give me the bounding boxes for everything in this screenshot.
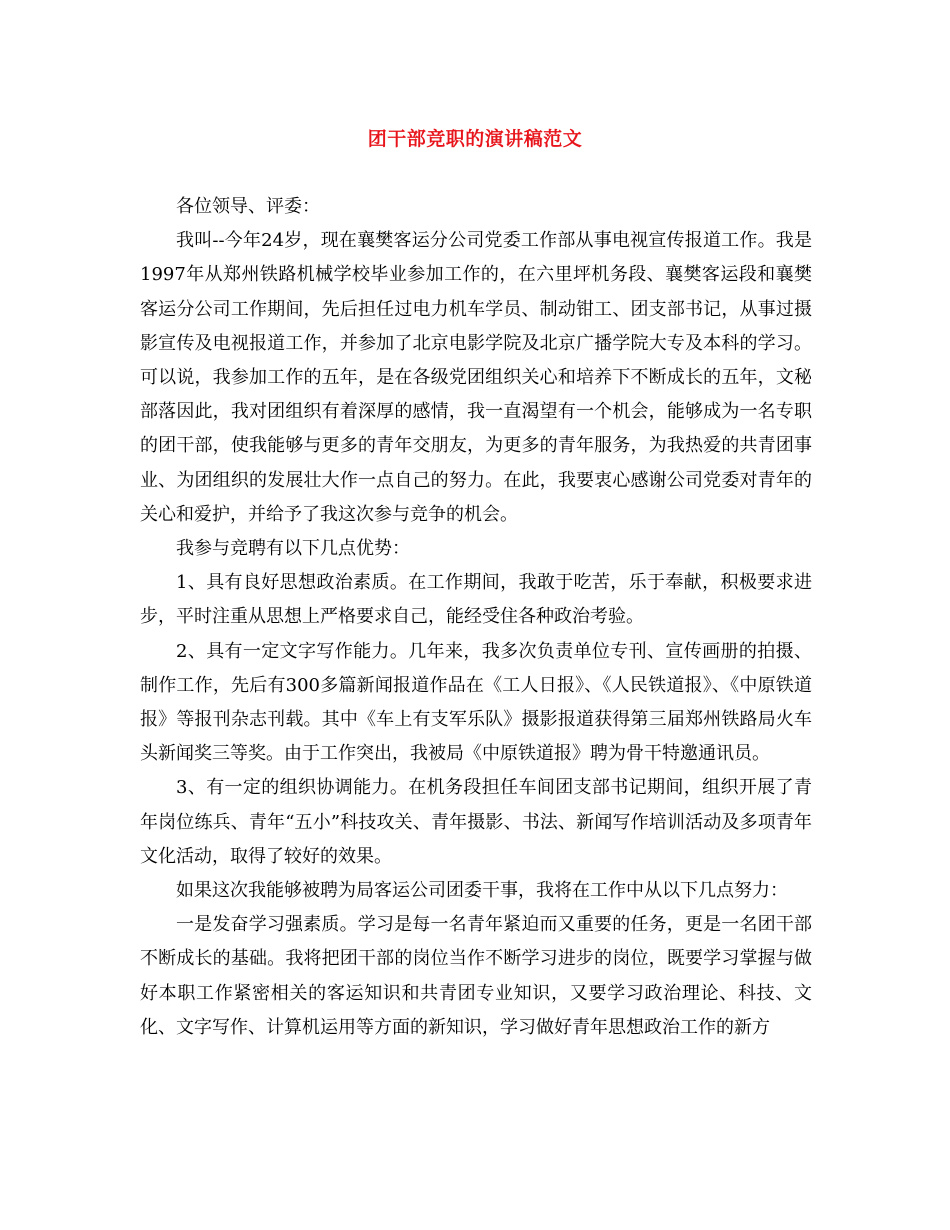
paragraph-advantage-1: 1、具有良好思想政治素质。在工作期间，我敢于吃苦，乐于奉献，积极要求进步，平时注重从思想上严格要求自己，能经受住各种政治考验。 bbox=[140, 572, 812, 628]
paragraph-plan-1: 一是发奋学习强素质。学习是每一名青年紧迫而又重要的任务，更是一名团干部不断成长的基础。我将把团干部的岗位当作不断学习进步的岗位，既要学习掌握与做好本职工作紧密相关的客运知识和共青团专业知识，又要学习政治理论、科技、文化、文字写作、计算机运用等方面的新知识，学习做好青年思想政治工作的新方 bbox=[140, 914, 812, 1038]
paragraph-greeting: 各位领导、评委： bbox=[176, 196, 320, 217]
document-title: 团干部竞职的演讲稿范文 bbox=[367, 128, 583, 150]
paragraph-advantage-2: 2、具有一定文字写作能力。几年来，我多次负责单位专刊、宣传画册的拍摄、制作工作，先后有300多篇新闻报道作品在《工人日报》、《人民铁道报》、《中原铁道报》等报刊杂志刊载。其中《车上有支军乐队》摄影报道获得第三届郑州铁路局火车头新闻奖三等奖。由于工作突出，我被局《中原铁道报》聘为骨干特邀通讯员。 bbox=[140, 640, 812, 765]
paragraph-advantage-3: 3、有一定的组织协调能力。在机务段担任车间团支部书记期间，组织开展了青年岗位练兵、青年“五小”科技攻关、青年摄影、书法、新闻写作培训活动及多项青年文化活动，取得了较好的效果。 bbox=[140, 777, 812, 867]
paragraph-plans-heading: 如果这次我能够被聘为局客运公司团委干事，我将在工作中从以下几点努力： bbox=[176, 880, 788, 902]
paragraph-advantages-heading: 我参与竞聘有以下几点优势： bbox=[176, 538, 410, 560]
paragraph-introduction: 我叫--今年24岁，现在襄樊客运分公司党委工作部从事电视宣传报道工作。我是1997年从郑州铁路机械学校毕业参加工作的，在六里坪机务段、襄樊客运段和襄樊客运分公司工作期间，先后担任过电力机车学员、制动钳工、团支部书记，从事过摄影宣传及电视报道工作，并参加了北京电影学院及北京广播学院大专及本科的学习。可以说，我参加工作的五年，是在各级党团组织关心和培养下不断成长的五年，文秘部落因此，我对团组织有着深厚的感情，我一直渴望有一个机会，能够成为一名专职的团干部，使我能够与更多的青年交朋友，为更多的青年服务，为我热爱的共青团事业、为团组织的发展壮大作一点自己的努力。在此，我要衷心感谢公司党委对青年的关心和爱护，并给予了我这次参与竞争的机会。 bbox=[140, 230, 812, 525]
document-body bbox=[140, 190, 812, 1045]
